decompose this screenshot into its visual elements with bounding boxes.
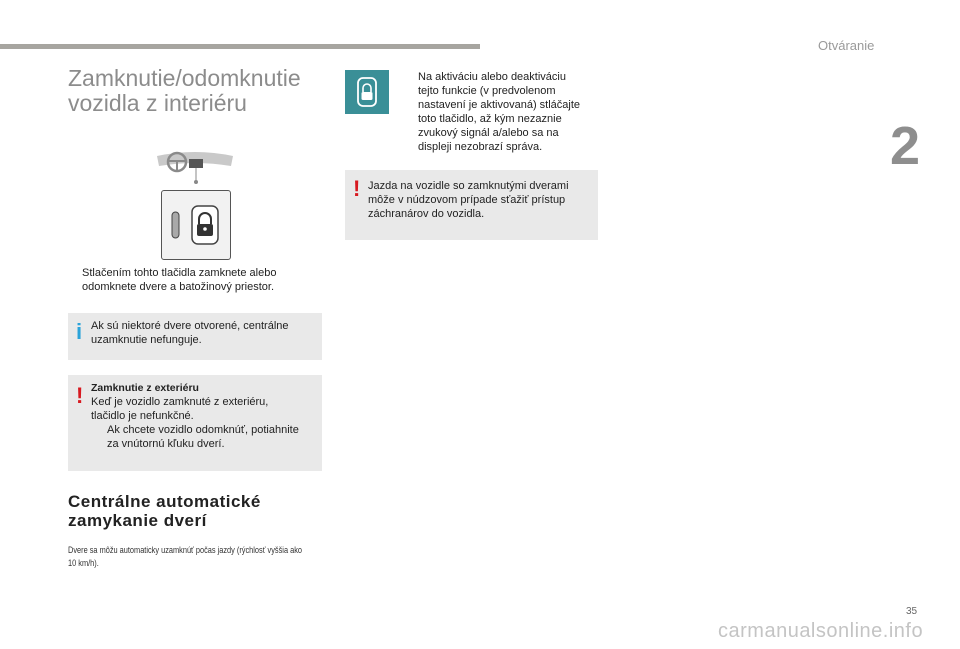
warning-bullet: [91, 424, 299, 450]
warning-bullet-line-1: Ak chcete vozidlo odomknúť, potiahnite: [107, 424, 299, 436]
driving-warning-line-2: môže v núdzovom prípade sťažiť prístup: [368, 194, 566, 206]
info-line-2: uzamknutie nefunguje.: [91, 334, 202, 346]
title-line-2: vozidla z interiéru: [68, 90, 247, 116]
lock-button-panel: [161, 190, 231, 260]
instruction-text: [82, 266, 332, 294]
central-lock-button-icon: [162, 191, 230, 259]
activation-instruction: [418, 70, 608, 154]
activation-line-6: displeji nezobrazí správa.: [418, 141, 543, 153]
activation-line-4: toto tlačidlo, až kým nezaznie: [418, 113, 562, 125]
warning-box-exterior: [68, 375, 322, 471]
warning-icon: !: [76, 383, 84, 408]
warning-line-2: tlačidlo je nefunkčné.: [91, 410, 194, 422]
warning-heading: Zamknutie z exteriéru: [91, 382, 199, 394]
warning-line-1: Keď je vozidlo zamknuté z exteriéru,: [91, 396, 269, 408]
instruction-line-1: Stlačením tohto tlačidla zamknete alebo: [82, 267, 277, 279]
title-line-1: Zamknutie/odomknutie: [68, 65, 301, 91]
instruction-line-2: odomknete dvere a batožinový priestor.: [82, 281, 275, 293]
activation-line-3: nastavení je aktivovaná) stláčajte: [418, 99, 581, 111]
driving-warning-line-1: Jazda na vozidle so zamknutými dverami: [368, 180, 569, 192]
header-bar: [0, 44, 480, 49]
page-title: [68, 66, 301, 116]
info-text: [91, 319, 289, 347]
activation-line-2: tejto funkcie (v predvolenom: [418, 85, 556, 97]
section-name: Otváranie: [818, 38, 875, 53]
warning-box-driving: [345, 170, 598, 240]
watermark: carmanualsonline.info: [718, 620, 924, 642]
section-heading: [68, 492, 261, 530]
warning-text: [91, 381, 321, 451]
chapter-number: 2: [890, 116, 921, 176]
driving-warning-text: [368, 179, 569, 221]
auto-lock-line-2: 10 km/h).: [68, 558, 99, 568]
activation-line-1: Na aktiváciu alebo deaktiváciu: [418, 71, 566, 83]
section-heading-line-1: Centrálne automatické: [68, 492, 261, 511]
warning-icon: !: [353, 176, 361, 201]
auto-lock-text: [68, 544, 306, 570]
info-box: [68, 313, 322, 360]
section-heading-line-2: zamykanie dverí: [68, 511, 207, 530]
activation-line-5: zvukový signál a/alebo sa na: [418, 127, 559, 139]
info-line-1: Ak sú niektoré dvere otvorené, centrálne: [91, 320, 289, 332]
info-icon: i: [76, 319, 83, 344]
warning-bullet-line-2: za vnútornú kľuku dverí.: [107, 438, 225, 450]
driving-warning-line-3: záchranárov do vozidla.: [368, 208, 485, 220]
lock-symbol-icon: [345, 70, 389, 114]
dashboard-illustration-icon: [155, 150, 235, 186]
auto-lock-line-1: Dvere sa môžu automaticky uzamknúť počas jazdy (rýchlosť vyššia ako: [68, 545, 302, 555]
page-number: 35: [906, 606, 918, 617]
